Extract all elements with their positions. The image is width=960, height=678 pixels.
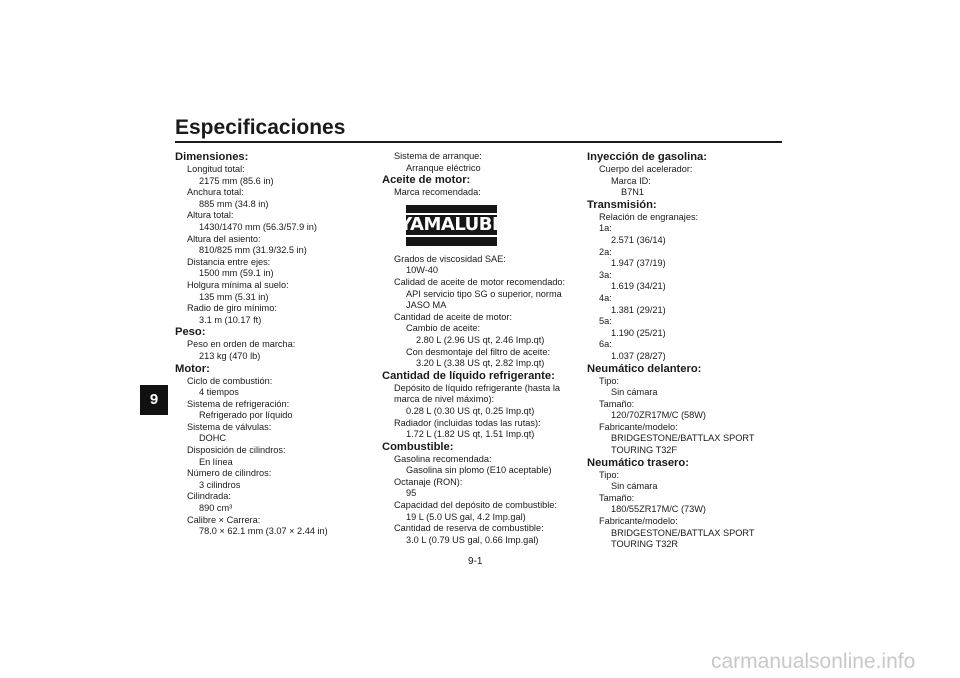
spec-label: Cilindrada: xyxy=(187,491,231,502)
spec-value: Con desmontaje del filtro de aceite: xyxy=(406,346,551,357)
spec-value: Sin cámara xyxy=(611,481,658,492)
spec-value: 810/825 mm (31.9/32.5 in) xyxy=(199,245,307,256)
yamalube-logo-text: YAMALUBE xyxy=(396,213,507,237)
section-heading: Motor: xyxy=(175,362,210,375)
spec-label: Tamaño: xyxy=(599,398,635,409)
section-heading: Transmisión: xyxy=(587,198,657,211)
section-heading: Neumático delantero: xyxy=(587,362,702,375)
spec-label: Longitud total: xyxy=(187,164,245,174)
spec-value: BRIDGESTONE/BATTLAX SPORT xyxy=(611,433,755,444)
spec-value: 1.619 (34/21) xyxy=(611,281,666,292)
spec-value: Cambio de aceite: xyxy=(406,323,481,334)
spec-value: Gasolina sin plomo (E10 aceptable) xyxy=(406,465,552,476)
spec-value: B7N1 xyxy=(621,187,644,198)
spec-column-1 xyxy=(175,151,365,538)
spec-value: Refrigerado por líquido xyxy=(199,410,293,421)
spec-value: 1500 mm (59.1 in) xyxy=(199,268,274,279)
spec-label: Fabricante/modelo: xyxy=(599,516,678,527)
spec-label: 5a: xyxy=(599,316,612,327)
spec-value: 1.947 (37/19) xyxy=(611,258,666,269)
spec-label: Tamaño: xyxy=(599,492,635,503)
spec-column-2 xyxy=(382,151,577,546)
spec-label: 3a: xyxy=(599,269,612,280)
spec-value: 2.571 (36/14) xyxy=(611,234,666,245)
spec-label: Octanaje (RON): xyxy=(394,476,463,487)
spec-label: Relación de engranajes: xyxy=(599,211,699,222)
spec-value: 890 cm³ xyxy=(199,503,233,514)
spec-value: 885 mm (34.8 in) xyxy=(199,198,269,209)
spec-value: 2175 mm (85.6 in) xyxy=(199,175,274,186)
spec-label: 4a: xyxy=(599,292,612,303)
spec-value: Arranque eléctrico xyxy=(406,162,481,173)
spec-label: Radio de giro mínimo: xyxy=(187,303,277,314)
section-heading: Combustible: xyxy=(382,440,454,453)
spec-value: 19 L (5.0 US gal, 4.2 Imp.gal) xyxy=(406,511,526,522)
spec-value: 2.80 L (2.96 US qt, 2.46 Imp.qt) xyxy=(416,334,545,345)
spec-value: DOHC xyxy=(199,433,227,444)
spec-value: 213 kg (470 lb) xyxy=(199,350,261,361)
spec-value: BRIDGESTONE/BATTLAX SPORT xyxy=(611,527,755,538)
spec-label: Holgura mínima al suelo: xyxy=(187,279,289,290)
spec-value: 3.0 L (0.79 US gal, 0.66 Imp.gal) xyxy=(406,534,539,545)
spec-label: Marca recomendada: xyxy=(394,187,481,198)
spec-label: Gasolina recomendada: xyxy=(394,453,492,464)
spec-label: Tipo: xyxy=(599,469,620,480)
spec-value: 1.190 (25/21) xyxy=(611,327,666,338)
title-divider xyxy=(175,141,782,143)
spec-label: Sistema de arranque: xyxy=(394,151,482,161)
spec-value: Marca ID: xyxy=(611,175,651,186)
spec-value: 1430/1470 mm (56.3/57.9 in) xyxy=(199,221,317,232)
spec-label: Sistema de refrigeración: xyxy=(187,398,290,409)
section-heading: Neumático trasero: xyxy=(587,456,689,469)
spec-label: Tipo: xyxy=(599,375,620,386)
spec-label: Cantidad de reserva de combustible: xyxy=(394,523,544,534)
spec-value: 78.0 × 62.1 mm (3.07 × 2.44 in) xyxy=(199,526,328,537)
spec-label: marca de nivel máximo): xyxy=(394,394,495,405)
spec-value: 95 xyxy=(406,488,417,499)
spec-label: Depósito de líquido refrigerante (hasta la xyxy=(394,382,560,393)
spec-label: Grados de viscosidad SAE: xyxy=(394,253,506,264)
spec-label: Ciclo de combustión: xyxy=(187,375,273,386)
spec-column-3 xyxy=(587,151,782,551)
spec-value: 4 tiempos xyxy=(199,387,239,398)
spec-value: TOURING T32F xyxy=(611,445,678,456)
spec-value: 3.20 L (3.38 US qt, 2.82 Imp.qt) xyxy=(416,358,545,369)
spec-label: Distancia entre ejes: xyxy=(187,256,271,267)
spec-value: En línea xyxy=(199,456,233,467)
spec-value: 0.28 L (0.30 US qt, 0.25 Imp.qt) xyxy=(406,405,535,416)
spec-value: 10W-40 xyxy=(406,265,439,276)
spec-value: 1.72 L (1.82 US qt, 1.51 Imp.qt) xyxy=(406,429,535,440)
page-number: 9-1 xyxy=(468,556,483,567)
spec-value: TOURING T32R xyxy=(611,539,679,550)
spec-label: Peso en orden de marcha: xyxy=(187,339,296,350)
spec-label: 6a: xyxy=(599,339,612,350)
chapter-tab: 9 xyxy=(140,385,168,415)
spec-label: Anchura total: xyxy=(187,187,244,198)
spec-label: Fabricante/modelo: xyxy=(599,421,678,432)
spec-label: 2a: xyxy=(599,246,612,257)
spec-value: 1.037 (28/27) xyxy=(611,350,666,361)
spec-label: 1a: xyxy=(599,223,612,234)
section-heading: Cantidad de líquido refrigerante: xyxy=(382,369,555,382)
spec-value: 180/55ZR17M/C (73W) xyxy=(611,504,706,515)
spec-value: 135 mm (5.31 in) xyxy=(199,291,269,302)
section-heading: Peso: xyxy=(175,326,206,339)
spec-value: 120/70ZR17M/C (58W) xyxy=(611,410,706,421)
spec-label: Altura total: xyxy=(187,210,234,221)
yamalube-logo xyxy=(399,205,504,246)
section-heading: Dimensiones: xyxy=(175,151,249,163)
spec-label: Cuerpo del acelerador: xyxy=(599,164,693,174)
section-heading: Inyección de gasolina: xyxy=(587,151,707,163)
footer-watermark: carmanualsonline.info xyxy=(711,650,916,673)
spec-label: Número de cilindros: xyxy=(187,468,272,479)
spec-label: Cantidad de aceite de motor: xyxy=(394,311,512,322)
spec-label: Calibre × Carrera: xyxy=(187,514,261,525)
spec-value: Sin cámara xyxy=(611,387,658,398)
section-heading: Aceite de motor: xyxy=(382,174,471,187)
spec-value: 3.1 m (10.17 ft) xyxy=(199,314,262,325)
spec-label: Capacidad del depósito de combustible: xyxy=(394,500,557,511)
spec-label: Calidad de aceite de motor recomendado: xyxy=(394,276,566,287)
spec-label: Altura del asiento: xyxy=(187,233,261,244)
spec-value: JASO MA xyxy=(406,300,447,311)
spec-value: API servicio tipo SG o superior, norma xyxy=(406,288,562,299)
spec-value: 1.381 (29/21) xyxy=(611,304,666,315)
spec-label: Radiador (incluidas todas las rutas): xyxy=(394,417,541,428)
spec-label: Sistema de válvulas: xyxy=(187,421,272,432)
page-title: Especificaciones xyxy=(175,116,346,139)
spec-value: 3 cilindros xyxy=(199,479,241,490)
spec-label: Disposición de cilindros: xyxy=(187,445,286,456)
